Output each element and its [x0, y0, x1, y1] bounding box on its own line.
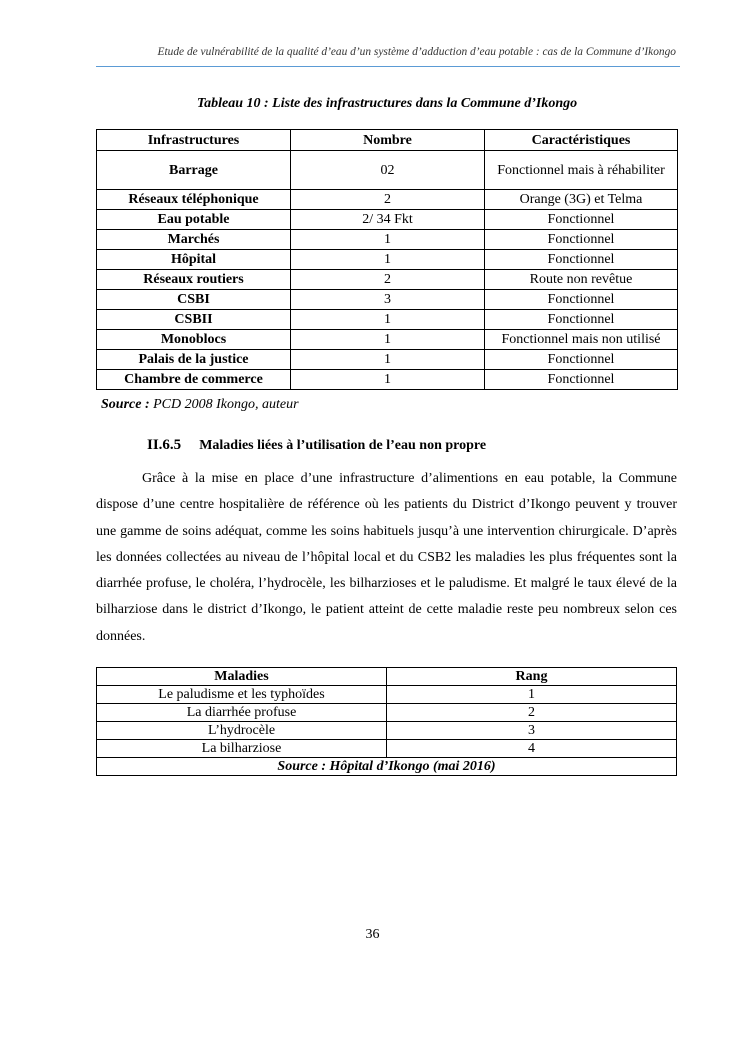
- column-header: Caractéristiques: [485, 130, 678, 151]
- table-cell: 2: [387, 704, 677, 722]
- table-cell: Fonctionnel mais non utilisé: [485, 330, 678, 350]
- table-row: [97, 686, 677, 704]
- table-row: [97, 330, 678, 350]
- table-cell: 1: [291, 310, 485, 330]
- table-cell: 3: [291, 290, 485, 310]
- table-cell: Réseaux téléphonique: [97, 190, 291, 210]
- table-cell: 1: [291, 230, 485, 250]
- table-cell: Fonctionnel: [485, 370, 678, 390]
- table-cell: CSBII: [97, 310, 291, 330]
- section-heading: [147, 437, 486, 454]
- column-header: Rang: [387, 668, 677, 686]
- table-header-row: [97, 130, 678, 151]
- body-paragraph: [96, 466, 677, 650]
- table-cell: 3: [387, 722, 677, 740]
- table-cell: Hôpital: [97, 250, 291, 270]
- table-row: [97, 704, 677, 722]
- source-label: Source :: [101, 397, 150, 412]
- table-cell: Marchés: [97, 230, 291, 250]
- source-text: PCD 2008 Ikongo, auteur: [153, 397, 299, 412]
- diseases-table: [96, 667, 677, 776]
- table-cell: Fonctionnel: [485, 290, 678, 310]
- table-cell: Fonctionnel: [485, 210, 678, 230]
- table-cell: Fonctionnel mais à réhabiliter: [485, 151, 678, 190]
- table-cell: Chambre de commerce: [97, 370, 291, 390]
- table-cell: 2: [291, 190, 485, 210]
- table-cell: CSBI: [97, 290, 291, 310]
- table-row: [97, 290, 678, 310]
- table-cell: 02: [291, 151, 485, 190]
- column-header: Nombre: [291, 130, 485, 151]
- section-title: Maladies liées à l’utilisation de l’eau non propre: [199, 438, 487, 453]
- table-source: [101, 397, 299, 413]
- column-header: Infrastructures: [97, 130, 291, 151]
- infrastructure-table: [96, 129, 678, 390]
- table-row: [97, 250, 678, 270]
- table-cell: Orange (3G) et Telma: [485, 190, 678, 210]
- table-cell: 1: [387, 686, 677, 704]
- table-cell: La bilharziose: [97, 740, 387, 758]
- table-caption: Tableau 10 : Liste des infrastructures dans la Commune d’Ikongo: [196, 96, 578, 111]
- table-header-row: [97, 668, 677, 686]
- table-cell: 1: [291, 330, 485, 350]
- table-cell: Le paludisme et les typhoïdes: [97, 686, 387, 704]
- table-source: Source : Hôpital d’Ikongo (mai 2016): [97, 758, 677, 776]
- running-header: Etude de vulnérabilité de la qualité d’eau d’un système d’adduction d’eau potable : cas de la Commune d’Ikongo: [157, 46, 676, 58]
- table-cell: 1: [291, 370, 485, 390]
- table-row: [97, 740, 677, 758]
- table-row: [97, 370, 678, 390]
- table-row: [97, 722, 677, 740]
- table-row: [97, 151, 678, 190]
- table-row: [97, 210, 678, 230]
- table-cell: L’hydrocèle: [97, 722, 387, 740]
- table-cell: Route non revêtue: [485, 270, 678, 290]
- page-number: 36: [365, 927, 380, 942]
- table-cell: 4: [387, 740, 677, 758]
- table-cell: Fonctionnel: [485, 250, 678, 270]
- table-cell: Réseaux routiers: [97, 270, 291, 290]
- table-cell: 1: [291, 350, 485, 370]
- table-row: [97, 230, 678, 250]
- table-cell: Eau potable: [97, 210, 291, 230]
- table-cell: Barrage: [97, 151, 291, 190]
- table-cell: Fonctionnel: [485, 310, 678, 330]
- table-row: [97, 270, 678, 290]
- table-row: [97, 190, 678, 210]
- table-source-row: [97, 758, 677, 776]
- table-cell: Monoblocs: [97, 330, 291, 350]
- table-row: [97, 310, 678, 330]
- column-header: Maladies: [97, 668, 387, 686]
- table-cell: Palais de la justice: [97, 350, 291, 370]
- section-number: II.6.5: [147, 437, 182, 453]
- table-row: [97, 350, 678, 370]
- table-cell: 1: [291, 250, 485, 270]
- table-cell: Fonctionnel: [485, 230, 678, 250]
- table-cell: 2/ 34 Fkt: [291, 210, 485, 230]
- header-rule: [96, 66, 680, 67]
- table-cell: 2: [291, 270, 485, 290]
- paragraph-text: Grâce à la mise en place d’une infrastructure d’alimentions en eau potable, la Commune dispose d’une centre hospitalière de référence où les patients du District d’Ikongo peuvent y trouver une gamme de soins adéquat, comme les soins habituels jusqu’à une intervention chirurgicale. D’après les données collectées au niveau de l’hôpital local et du CSB2 les maladies les plus fréquentes sont la diarrhée profuse, le choléra, l’hydrocèle, les bilharzioses et le paludisme. Et malgré le taux élevé de la bilharziose dans le district d’Ikongo, le patient atteint de cette maladie reste peu nombreux selon ces données.: [96, 471, 677, 644]
- table-cell: Fonctionnel: [485, 350, 678, 370]
- table-cell: La diarrhée profuse: [97, 704, 387, 722]
